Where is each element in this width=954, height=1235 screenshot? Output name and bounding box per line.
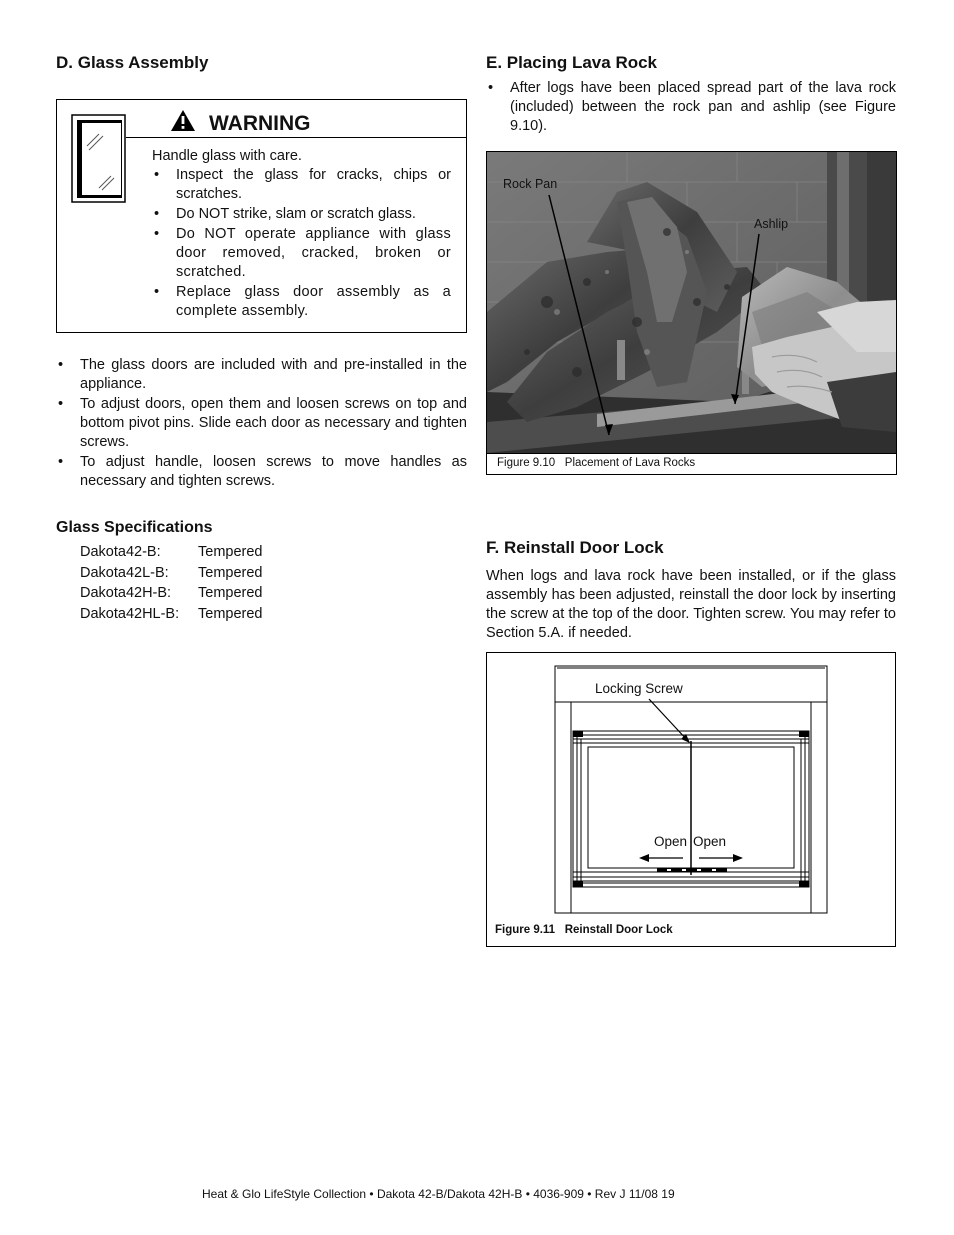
spec-row — [80, 563, 380, 584]
page-footer: Heat & Glo LifeStyle Collection • Dakota 42-B/Dakota 42H-B • 4036-909 • Rev J 11/08 19 — [202, 1187, 675, 1201]
warning-triangle-icon — [170, 109, 196, 132]
list-item: • After logs have been placed spread part of the lava rock (included) between the rock pan and ashlip (see Figure 9.10). — [486, 79, 896, 136]
list-item: • To adjust doors, open them and loosen screws on top and bottom pivot pins. Slide each door as necessary and tighten screws. — [56, 395, 467, 452]
figure-caption — [495, 924, 673, 936]
glass-spec-table — [80, 542, 380, 624]
warning-content — [152, 147, 451, 322]
door-lock-paragraph: When logs and lava rock have been installed, or if the glass assembly has been adjusted, reinstall the door lock by inserting the screw at the top of the door. Tighten screw. You may refer to Section 5.A. if needed. — [486, 568, 896, 641]
figure-divider — [487, 453, 896, 454]
section-heading-glass-assembly: D. Glass Assembly — [56, 53, 209, 72]
caption-number: Figure 9.11 — [495, 924, 556, 936]
glass-assembly-bullets — [56, 356, 467, 492]
fireplace-photo — [487, 152, 896, 453]
label-open-left: Open — [654, 834, 688, 849]
label-rock-pan: Rock Pan — [503, 177, 558, 191]
figure-lava-rock — [486, 151, 897, 475]
warning-box — [56, 99, 467, 333]
spec-row — [80, 604, 380, 625]
warning-title: WARNING — [209, 112, 311, 135]
spec-model: Dakota42H-B: — [80, 585, 172, 601]
spec-type: Tempered — [198, 564, 263, 581]
list-item: • To adjust handle, loosen screws to move handles as necessary and tighten screws. — [56, 453, 467, 491]
lava-rock-bullets — [486, 79, 896, 137]
label-locking-screw: Locking Screw — [595, 681, 683, 696]
door-lock-diagram — [487, 653, 895, 923]
spec-model: Dakota42HL-B: — [80, 605, 180, 622]
caption-text: Placement of Lava Rocks — [564, 457, 696, 469]
glass-door-icon — [71, 114, 127, 204]
warning-item: • Replace glass door assembly as a complete assembly. — [152, 283, 451, 321]
spec-model: Dakota42-B: — [80, 544, 161, 560]
figure-caption — [497, 457, 695, 469]
spec-type: Tempered — [198, 585, 263, 601]
spec-type: Tempered — [198, 544, 263, 560]
warning-item: • Inspect the glass for cracks, chips or scratches. — [152, 166, 451, 204]
figure-door-lock — [486, 652, 896, 947]
spec-row — [80, 542, 380, 563]
caption-number: Figure 9.10 — [497, 457, 556, 469]
warning-title-bar — [126, 100, 466, 138]
warning-list — [152, 166, 451, 321]
warning-item: • Do NOT strike, slam or scratch glass. — [152, 205, 451, 224]
section-heading-door-lock: F. Reinstall Door Lock — [486, 538, 664, 557]
section-heading-lava-rock: E. Placing Lava Rock — [486, 53, 658, 72]
spec-row — [80, 583, 380, 604]
caption-text: Reinstall Door Lock — [564, 924, 673, 936]
label-ashlip: Ashlip — [754, 217, 789, 231]
list-item: • The glass doors are included with and pre-installed in the appliance. — [56, 356, 467, 394]
label-open-right: Open — [693, 834, 727, 849]
spec-type: Tempered — [198, 605, 263, 622]
spec-model: Dakota42L-B: — [80, 564, 169, 581]
warning-item: • Do NOT operate appliance with glass door removed, cracked, broken or scratched. — [152, 225, 451, 282]
warning-intro: Handle glass with care. — [152, 148, 302, 164]
section-heading-glass-specs: Glass Specifications — [56, 519, 213, 536]
